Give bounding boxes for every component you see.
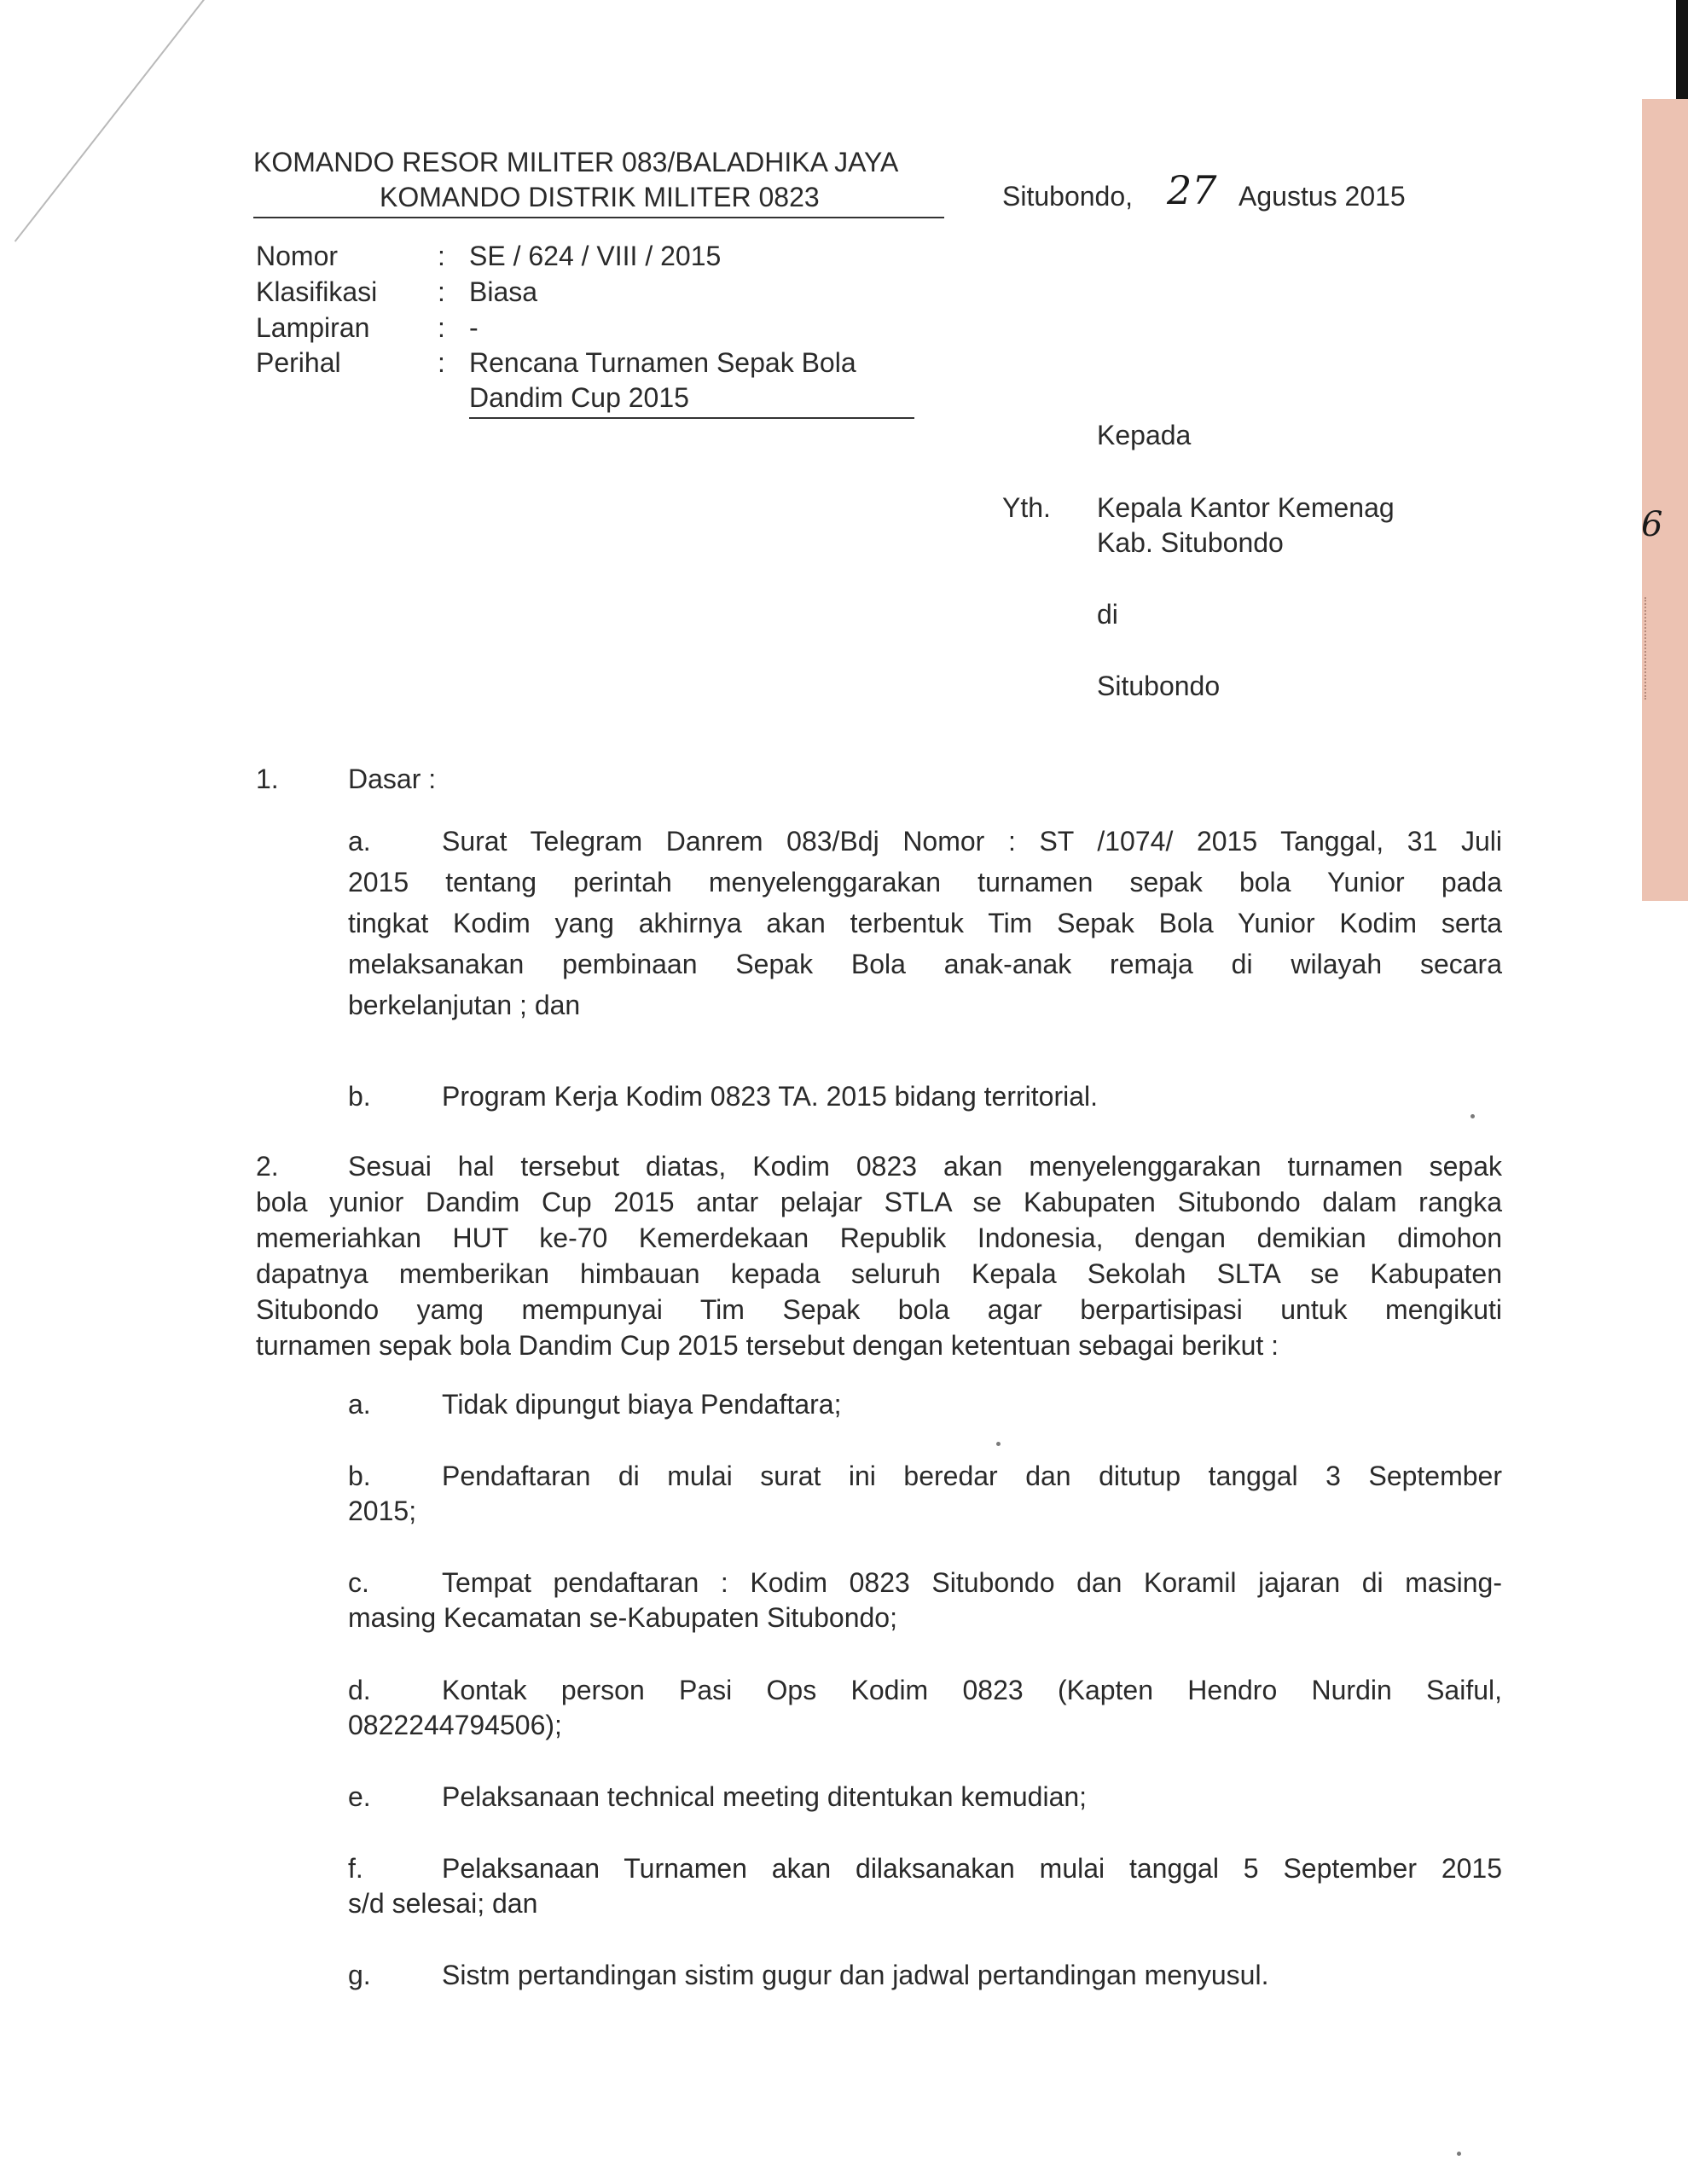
section-2-item-text: s/d selesai; dan bbox=[348, 1888, 538, 1919]
meta-value-perihal-2: Dandim Cup 2015 bbox=[469, 382, 689, 413]
meta-label-perihal: Perihal bbox=[256, 347, 341, 378]
header-rule bbox=[253, 217, 944, 218]
underlying-page-tab bbox=[1642, 99, 1688, 901]
section-2-item-text: Kontak person Pasi Ops Kodim 0823 (Kapten Hendro Nurdin Saiful, bbox=[442, 1675, 1502, 1705]
speck bbox=[1470, 1114, 1475, 1118]
date-place: Situbondo, bbox=[1002, 181, 1134, 212]
recipient-city: Situbondo bbox=[1097, 671, 1221, 701]
date-day-handwritten: 27 bbox=[1167, 167, 1217, 213]
recipient-kepada: Kepada bbox=[1097, 420, 1192, 450]
meta-label-nomor: Nomor bbox=[256, 241, 339, 271]
section-1-item-b-label: b. bbox=[348, 1081, 371, 1112]
meta-value-perihal: Rencana Turnamen Sepak Bola bbox=[469, 347, 856, 378]
section-2-item-text: Pelaksanaan technical meeting ditentukan kemudian; bbox=[442, 1781, 1088, 1812]
unit-line-2: KOMANDO DISTRIK MILITER 0823 bbox=[380, 182, 820, 212]
section-2-item-label: g. bbox=[348, 1960, 371, 1990]
meta-sep: : bbox=[438, 241, 445, 271]
recipient-di: di bbox=[1097, 599, 1118, 630]
section-2-line: dapatnya memberikan himbauan kepada seluruh Kepala Sekolah SLTA se Kabupaten bbox=[256, 1258, 1502, 1289]
section-1-item-b-text: Program Kerja Kodim 0823 TA. 2015 bidang territorial. bbox=[442, 1081, 1098, 1112]
section-2-item-text: Tidak dipungut biaya Pendaftara; bbox=[442, 1389, 842, 1420]
section-2-line: memeriahkan HUT ke-70 Kemerdekaan Republik Indonesia, dengan demikian dimohon bbox=[256, 1223, 1502, 1253]
perihal-rule bbox=[469, 417, 914, 419]
meta-label-klasifikasi: Klasifikasi bbox=[256, 276, 378, 307]
speck bbox=[1457, 2152, 1461, 2156]
meta-value-lampiran: - bbox=[469, 312, 479, 343]
section-2-line: Sesuai hal tersebut diatas, Kodim 0823 akan menyelenggarakan turnamen sepak bbox=[348, 1151, 1502, 1182]
section-2-item-label: e. bbox=[348, 1781, 371, 1812]
recipient-line-1: Kepala Kantor Kemenag bbox=[1097, 492, 1395, 523]
date-month-year: Agustus 2015 bbox=[1238, 181, 1406, 212]
section-1-number: 1. bbox=[256, 764, 279, 794]
section-2-line: Situbondo yamg mempunyai Tim Sepak bola agar berpartisipasi untuk mengikuti bbox=[256, 1294, 1502, 1325]
meta-sep: : bbox=[438, 312, 445, 343]
section-2-line: turnamen sepak bola Dandim Cup 2015 tersebut dengan ketentuan sebagai berikut : bbox=[256, 1330, 1279, 1361]
section-2-number: 2. bbox=[256, 1151, 279, 1182]
section-1-item-a-label: a. bbox=[348, 826, 371, 857]
section-2-item-label: f. bbox=[348, 1853, 363, 1884]
section-2-line: bola yunior Dandim Cup 2015 antar pelajar STLA se Kabupaten Situbondo dalam rangka bbox=[256, 1187, 1502, 1217]
section-2-item-label: c. bbox=[348, 1567, 369, 1598]
section-2-item-text: Pendaftaran di mulai surat ini beredar dan ditutup tanggal 3 September bbox=[442, 1461, 1502, 1491]
meta-sep: : bbox=[438, 276, 445, 307]
section-1-item-a-line: melaksanakan pembinaan Sepak Bola anak-anak remaja di wilayah secara bbox=[348, 949, 1502, 979]
recipient-yth: Yth. bbox=[1002, 492, 1051, 523]
section-2-item-label: a. bbox=[348, 1389, 371, 1420]
recipient-line-2: Kab. Situbondo bbox=[1097, 527, 1284, 558]
section-2-item-text: masing Kecamatan se-Kabupaten Situbondo; bbox=[348, 1602, 897, 1633]
scan-edge-right bbox=[1676, 0, 1688, 102]
section-2-item-text: Tempat pendaftaran : Kodim 0823 Situbondo dan Koramil jajaran di masing- bbox=[442, 1567, 1502, 1598]
side-tab-mark: 6 bbox=[1641, 505, 1663, 544]
section-2-item-label: d. bbox=[348, 1675, 371, 1705]
section-1-item-a-line: 2015 tentang perintah menyelenggarakan turnamen sepak bola Yunior pada bbox=[348, 867, 1502, 897]
meta-sep: : bbox=[438, 347, 445, 378]
meta-value-nomor: SE / 624 / VIII / 2015 bbox=[469, 241, 722, 271]
meta-label-lampiran: Lampiran bbox=[256, 312, 370, 343]
section-2-item-text: Sistm pertandingan sistim gugur dan jadwal pertandingan menyusul. bbox=[442, 1960, 1269, 1990]
section-1-title: Dasar : bbox=[348, 764, 437, 794]
section-2-item-label: b. bbox=[348, 1461, 371, 1491]
meta-value-klasifikasi: Biasa bbox=[469, 276, 538, 307]
section-1-item-a-line: Surat Telegram Danrem 083/Bdj Nomor : ST /1074/ 2015 Tanggal, 31 Juli bbox=[442, 826, 1502, 857]
unit-line-1: KOMANDO RESOR MILITER 083/BALADHIKA JAYA bbox=[253, 147, 899, 177]
corner-fold-line bbox=[15, 0, 205, 242]
underlying-page-dots bbox=[1644, 597, 1684, 700]
speck bbox=[996, 1442, 1001, 1446]
section-1-item-a-line: tingkat Kodim yang akhirnya akan terbentuk Tim Sepak Bola Yunior Kodim serta bbox=[348, 908, 1502, 938]
section-2-item-text: 2015; bbox=[348, 1496, 417, 1526]
section-2-item-text: Pelaksanaan Turnamen akan dilaksanakan mulai tanggal 5 September 2015 bbox=[442, 1853, 1502, 1884]
section-1-item-a-line: berkelanjutan ; dan bbox=[348, 990, 581, 1020]
section-2-item-text: 0822244794506); bbox=[348, 1710, 562, 1740]
